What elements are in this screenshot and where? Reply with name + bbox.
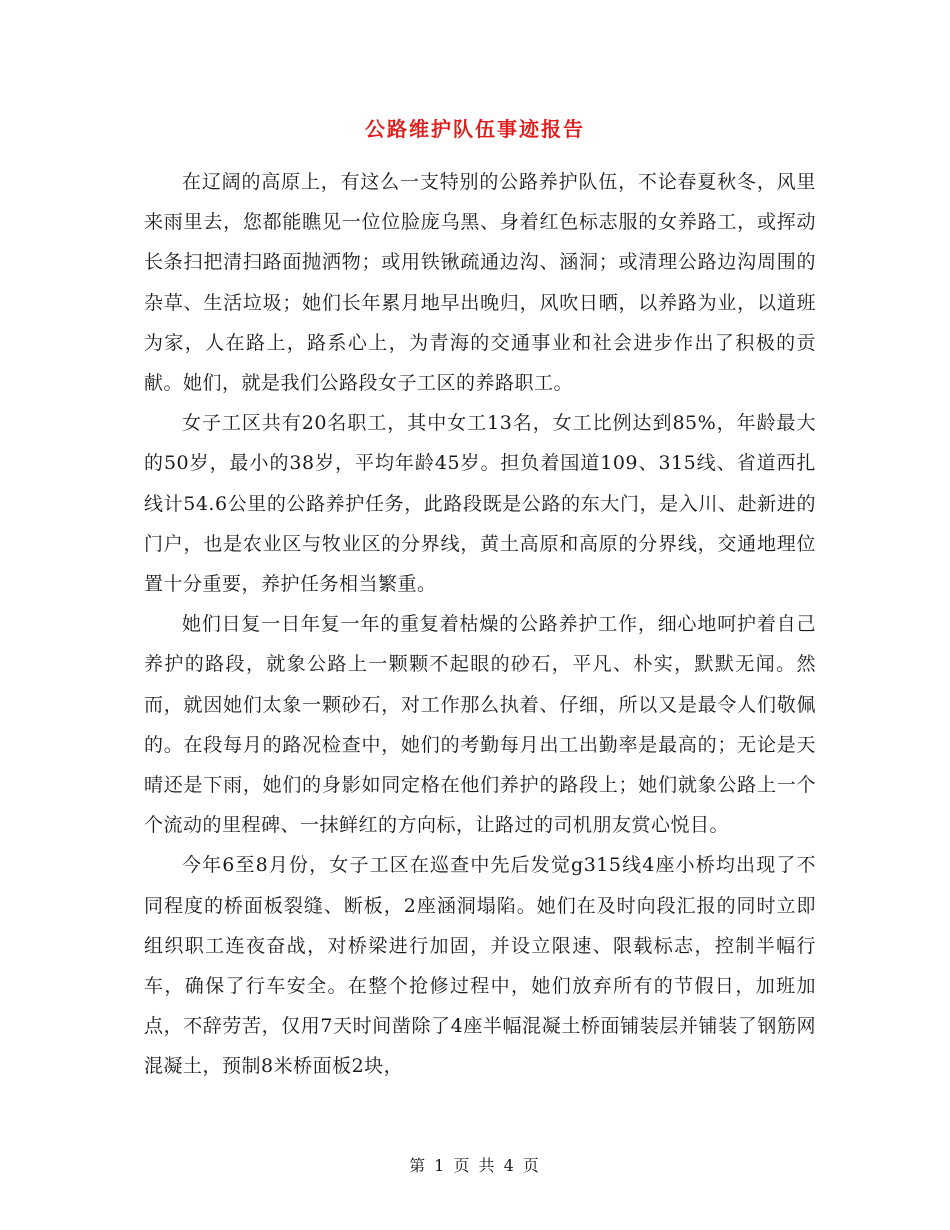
paragraph-bridge-repair: 今年6至8月份，女子工区在巡查中先后发觉g315线4座小桥均出现了不同程度的桥面板裂缝、断板，2座涵洞塌陷。她们在及时向段汇报的同时立即组织职工连夜奋战，对桥梁进行加固，并设立限速、限载标志，控制半幅行车，确保了行车安全。在整个抢修过程中，她们放弃所有的节假日，加班加点，不辞劳苦，仅用7天时间凿除了4座半幅混凝土桥面铺装层并铺装了钢筋网混凝土，预制8米桥面板2块，: [144, 854, 816, 1078]
paragraph-team-overview: 女子工区共有20名职工，其中女工13名，女工比例达到85%，年龄最大的50岁，最小的38岁，平均年龄45岁。担负着国道109、315线、省道西扎线计54.6公里的公路养护任务，此路段既是公路的东大门，是入川、赴新进的门户，也是农业区与牧业区的分界线，黄土高原和高原的分界线，交通地理位置十分重要，养护任务相当繁重。: [144, 412, 816, 596]
document-title: 公路维护队伍事迹报告: [365, 117, 585, 141]
paragraph-daily-work: 她们日复一日年复一年的重复着枯燥的公路养护工作，细心地呵护着自己养护的路段，就象公路上一颗颗不起眼的砂石，平凡、朴实，默默无闻。然而，就因她们太象一颗砂石，对工作那么执着、仔细，所以又是最令人们敬佩的。在段每月的路况检查中，她们的考勤每月出工出勤率是最高的；无论是天晴还是下雨，她们的身影如同定格在他们养护的路段上；她们就象公路上一个个流动的里程碑、一抹鲜红的方向标，让路过的司机朋友赏心悦目。: [144, 613, 816, 837]
page-number-footer: 第 1 页 共 4 页: [409, 1156, 541, 1175]
document-body: [144, 162, 816, 1087]
paragraph-intro: 在辽阔的高原上，有这么一支特别的公路养护队伍，不论春夏秋冬，风里来雨里去，您都能瞧见一位位脸庞乌黑、身着红色标志服的女养路工，或挥动长条扫把清扫路面抛洒物；或用铁锹疏通边沟、涵洞；或清理公路边沟周围的杂草、生活垃圾；她们长年累月地早出晚归，风吹日晒，以养路为业，以道班为家，人在路上，路系心上，为青海的交通事业和社会进步作出了积极的贡献。她们，就是我们公路段女子工区的养路职工。: [144, 171, 816, 395]
